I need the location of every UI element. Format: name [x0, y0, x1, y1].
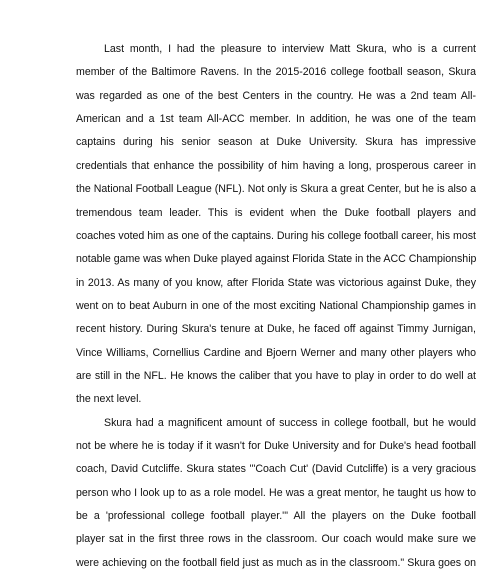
text-line: not be where he is today if it wasn't for Duke University and for Duke's head football [76, 440, 476, 452]
text-line: went on to beat Auburn in one of the most exciting National Championship games in [76, 299, 476, 312]
text-line: in 2013. As many of you know, after Florida State was victorious against Duke, they [76, 276, 476, 289]
text-line: person who I look up to as a role model. He was a great mentor, he taught us how to [76, 486, 476, 499]
text-line: member of the Baltimore Ravens. In the 2015-2016 college football season, Skura [76, 66, 476, 79]
text-line: notable game was when Duke played against Florida State in the ACC Championship [76, 253, 476, 266]
text-line: was regarded as one of the best Centers in the country. He was a 2nd team All- [76, 89, 476, 102]
text-line: were achieving on the football field just as much as in the classroom." Skura goes on [76, 556, 476, 569]
text-line: Skura had a magnificent amount of success in college football, but he would [104, 416, 476, 429]
text-line: the next level. [76, 393, 142, 406]
text-line: are still in the NFL. He knows the caliber that you have to play in order to do well at [76, 369, 476, 382]
text-line: Vince Williams, Cornellius Cardine and Bjoern Werner and many other players who [76, 346, 476, 359]
text-line: American and a 1st team All-ACC member. In addition, he was one of the team [76, 113, 476, 126]
text-line: coach, David Cutcliffe. Skura states "'Coach Cut' (David Cutcliffe) is a very gracious [76, 463, 476, 476]
text-line: Last month, I had the pleasure to interview Matt Skura, who is a current [104, 43, 476, 55]
text-line: tremendous team leader. This is evident when the Duke football players and [76, 206, 476, 219]
text-line: the National Football League (NFL). Not only is Skura a great Center, but he is also a [76, 183, 476, 196]
text-line: coaches voted him as one of the captains. During his college football career, his most [76, 229, 476, 242]
text-line: be a 'professional college football player.'" All the players on the Duke football [76, 510, 476, 522]
text-line: captains during his senior season at Duke University. Skura has impressive [76, 136, 476, 149]
text-line: credentials that enhance the possibility of him having a long, prosperous career in [76, 159, 476, 172]
text-line: recent history. During Skura's tenure at Duke, he faced off against Timmy Jurnigan, [76, 323, 476, 336]
text-line: player sat in the first three rows in the classroom. Our coach would make sure we [76, 533, 476, 546]
